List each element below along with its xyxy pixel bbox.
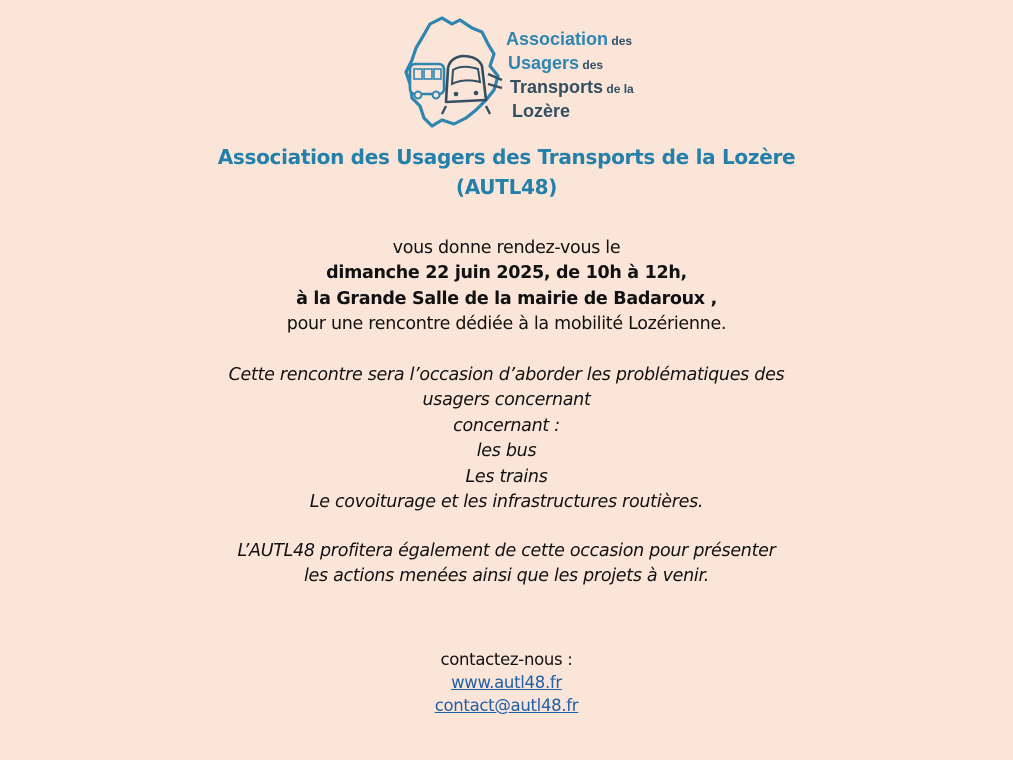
title-line-1: Association des Usagers des Transports de la Lozère	[217, 145, 796, 169]
contact-label: contactez-nous :	[440, 650, 573, 669]
page-title	[0, 142, 1013, 202]
logo-line-3: Transports de la	[510, 77, 634, 97]
website-link[interactable]: www.autl48.fr	[451, 673, 562, 692]
topics-paragraph	[0, 363, 1013, 515]
topic-bus: les bus	[476, 441, 537, 462]
topics-line-1: Cette rencontre sera l’occasion d’aborder les problématiques des	[228, 365, 785, 385]
event-date: dimanche 22 juin 2025, de 10h à 12h,	[326, 263, 687, 284]
topics-line-3: concernant :	[453, 415, 560, 436]
title-line-2: (AUTL48)	[455, 175, 558, 199]
event-location: à la Grande Salle de la mairie de Badaroux ,	[296, 288, 717, 309]
closing-paragraph	[0, 539, 1013, 590]
intro-line-4: pour une rencontre dédiée à la mobilité Lozérienne.	[286, 314, 727, 335]
invitation-paragraph	[0, 236, 1013, 338]
logo-wordmark	[506, 28, 634, 124]
topics-line-2: usagers concernant	[422, 390, 591, 411]
logo-line-1: Association des	[506, 29, 633, 49]
logo-line-4: Lozère	[512, 101, 571, 121]
closing-line-1: L’AUTL48 profitera également de cette occasion pour présenter	[237, 541, 776, 561]
contact-section	[0, 648, 1013, 717]
logo-line-2: Usagers des	[508, 53, 604, 73]
closing-line-2: les actions menées ainsi que les projets à venir.	[303, 566, 710, 587]
topic-carpooling: Le covoiturage et les infrastructures routières.	[309, 492, 704, 513]
intro-line-1: vous donne rendez-vous le	[392, 238, 621, 258]
email-link[interactable]: contact@autl48.fr	[434, 696, 579, 715]
association-logo	[402, 14, 642, 132]
topic-trains: Les trains	[465, 466, 548, 487]
lozere-map-train-logo-icon	[402, 14, 510, 130]
